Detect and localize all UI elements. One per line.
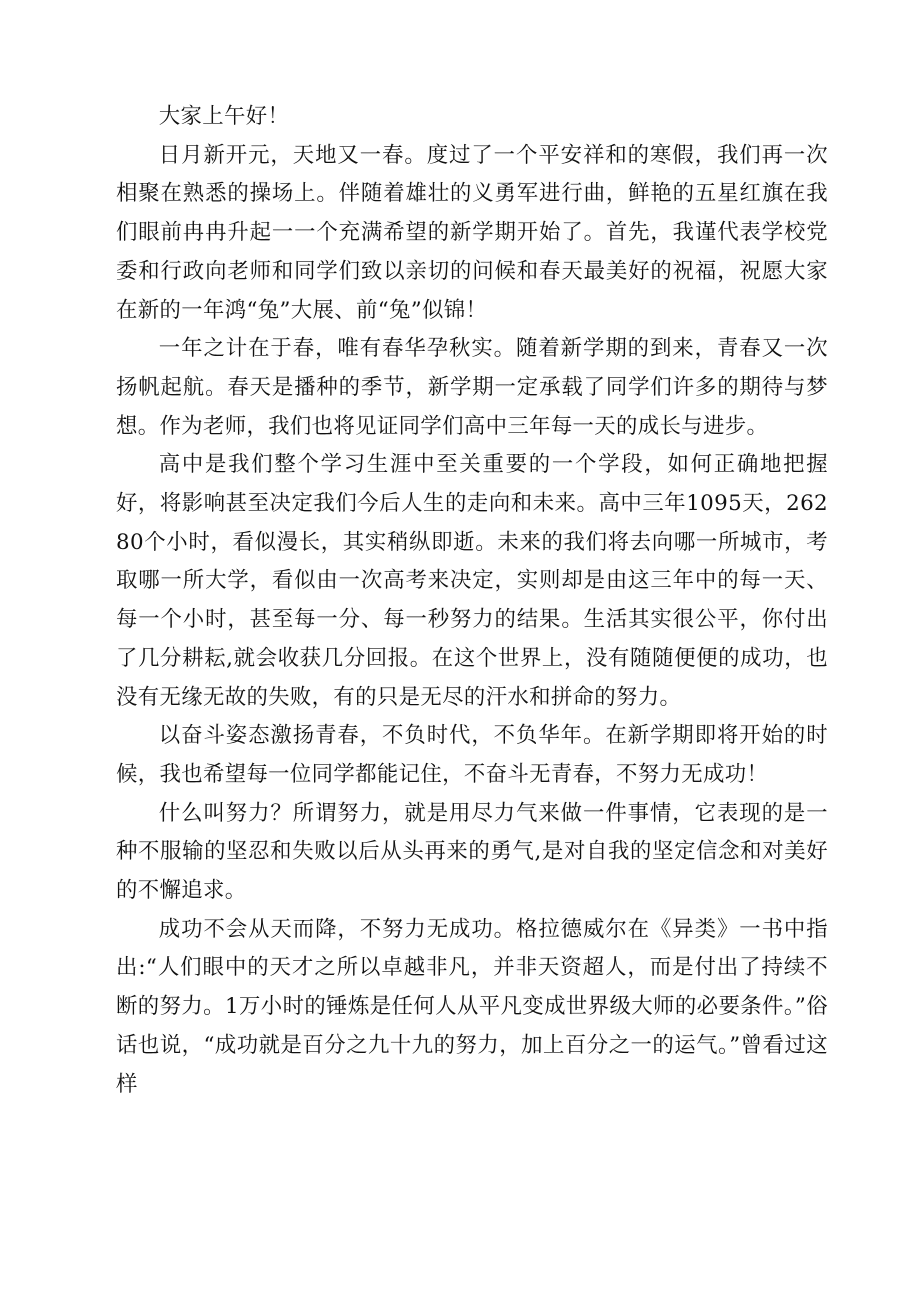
document-body xyxy=(116,98,828,1104)
greeting-paragraph: 大家上午好！ xyxy=(158,104,290,129)
paragraph-spring: 一年之计在于春，唯有春华孕秋实。随着新学期的到来，青春又一次扬帆起航。春天是播种的季节，新学期一定承载了同学们许多的期待与梦想。作为老师，我们也将见证同学们高中三年每一天的成长与进步。 xyxy=(116,336,828,439)
paragraph-new-year: 日月新开元，天地又一春。度过了一个平安祥和的寒假，我们再一次相聚在熟悉的操场上。伴随着雄壮的义勇军进行曲，鲜艳的五星红旗在我们眼前冉冉升起一一个充满希望的新学期开始了。首先，我谨代表学校党委和行政向老师和同学们致以亲切的问候和春天最美好的祝福，祝愿大家在新的一年鸿“兔”大展、前“兔”似锦！ xyxy=(116,142,828,323)
paragraph-youth: 以奋斗姿态激扬青春，不负时代，不负华年。在新学期即将开始的时候，我也希望每一位同学都能记住，不奋斗无青春，不努力无成功！ xyxy=(116,723,828,787)
paragraph-success: 成功不会从天而降，不努力无成功。格拉德威尔在《异类》一书中指出:“人们眼中的天才之所以卓越非凡，并非天资超人，而是付出了持续不断的努力。1万小时的锤炼是任何人从平凡变成世界级大师的必要条件。”俗话也说，“成功就是百分之九十九的努力，加上百分之一的运气。”曾看过这样 xyxy=(116,916,828,1097)
paragraph-high-school: 高中是我们整个学习生涯中至关重要的一个学段，如何正确地把握好，将影响甚至决定我们今后人生的走向和未来。高中三年1095天，26280个小时，看似漫长，其实稍纵即逝。未来的我们将去向哪一所城市，考取哪一所大学，看似由一次高考来决定，实则却是由这三年中的每一天、每一个小时，甚至每一分、每一秒努力的结果。生活其实很公平，你付出了几分耕耘,就会收获几分回报。在这个世界上，没有随随便便的成功，也没有无缘无故的失败，有的只是无尽的汗水和拼命的努力。 xyxy=(116,452,828,710)
paragraph-effort-definition: 什么叫努力？所谓努力，就是用尽力气来做一件事情，它表现的是一种不服输的坚忍和失败以后从头再来的勇气,是对自我的坚定信念和对美好的不懈追求。 xyxy=(116,800,828,904)
